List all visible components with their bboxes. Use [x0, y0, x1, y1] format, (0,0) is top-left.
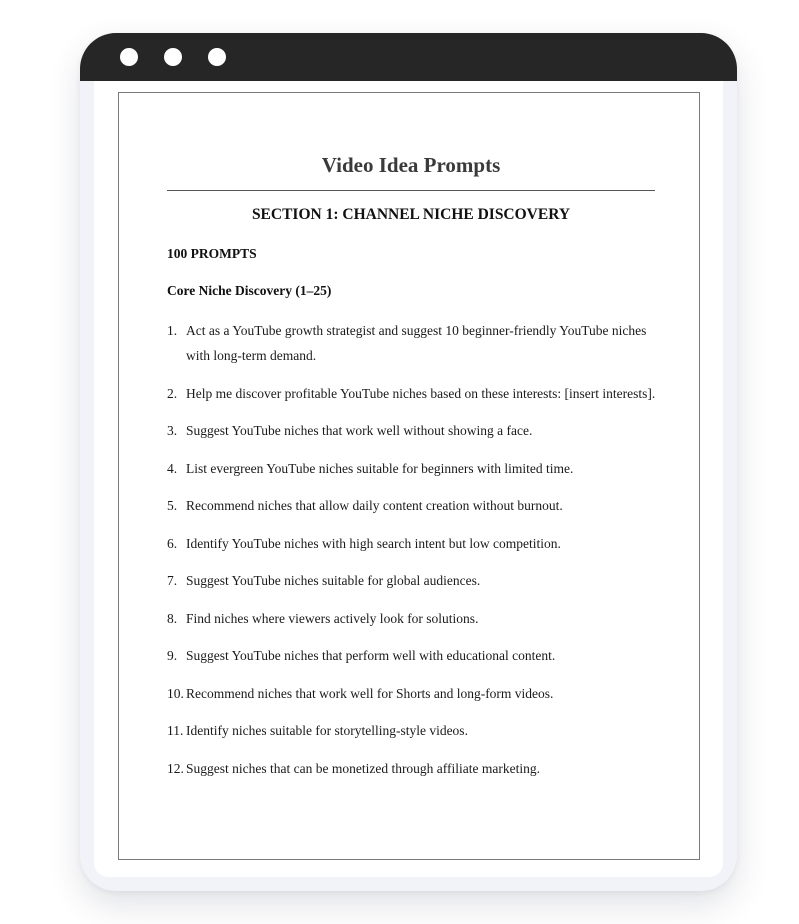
list-item-number: 8. [167, 610, 178, 626]
prompt-list [167, 318, 657, 793]
list-item-text: List evergreen YouTube niches suitable for beginners with limited time. [186, 460, 574, 476]
list-item-text: Recommend niches that work well for Shorts and long-form videos. [186, 685, 554, 701]
list-item [167, 606, 657, 631]
list-item-number: 10. [167, 685, 184, 701]
list-item-number: 3. [167, 423, 178, 438]
list-item [167, 643, 657, 668]
list-item-text: Identify niches suitable for storytelling-style videos. [186, 723, 468, 738]
list-item [167, 381, 657, 406]
list-item-text: Help me discover profitable YouTube niches based on these interests: [insert interests]. [186, 385, 656, 401]
title-divider [167, 190, 655, 191]
window-dot-icon [208, 48, 226, 66]
list-item [167, 531, 657, 556]
section-heading: SECTION 1: CHANNEL NICHE DISCOVERY [251, 206, 571, 223]
list-item [167, 456, 657, 481]
list-item-text: Act as a YouTube growth strategist and suggest 10 beginner-friendly YouTube niches with long-term demand. [186, 323, 647, 363]
list-item-text: Recommend niches that allow daily content creation without burnout. [186, 498, 563, 513]
list-item [167, 418, 657, 443]
document-window [80, 33, 737, 891]
window-dot-icon [120, 48, 138, 66]
window-dot-icon [164, 48, 182, 66]
list-item-text: Suggest YouTube niches that work well without showing a face. [186, 423, 533, 438]
list-item [167, 681, 657, 706]
list-item-number: 7. [167, 573, 178, 588]
list-item-number: 5. [167, 498, 178, 513]
list-item-text: Suggest YouTube niches suitable for global audiences. [186, 573, 481, 588]
list-item [167, 718, 657, 743]
document-page [118, 92, 700, 860]
list-item-number: 11. [167, 723, 184, 738]
list-item [167, 493, 657, 518]
list-item-number: 1. [167, 323, 178, 338]
list-item-number: 12. [167, 760, 184, 776]
window-titlebar [80, 33, 737, 81]
list-item [167, 568, 657, 593]
prompt-count-label: 100 PROMPTS [167, 246, 257, 261]
list-item-text: Suggest YouTube niches that perform well with educational content. [186, 648, 556, 663]
list-item-number: 9. [167, 648, 178, 663]
list-item-number: 4. [167, 460, 178, 476]
list-item-text: Find niches where viewers actively look for solutions. [186, 610, 479, 626]
list-item-text: Suggest niches that can be monetized through affiliate marketing. [186, 760, 541, 776]
list-item [167, 318, 657, 368]
list-item-text: Identify YouTube niches with high search intent but low competition. [186, 535, 561, 551]
list-item-number: 2. [167, 385, 178, 401]
list-item [167, 756, 657, 781]
subsection-heading: Core Niche Discovery (1–25) [167, 283, 332, 298]
list-item-number: 6. [167, 535, 178, 551]
window-content [94, 81, 723, 877]
document-title: Video Idea Prompts [321, 153, 501, 177]
